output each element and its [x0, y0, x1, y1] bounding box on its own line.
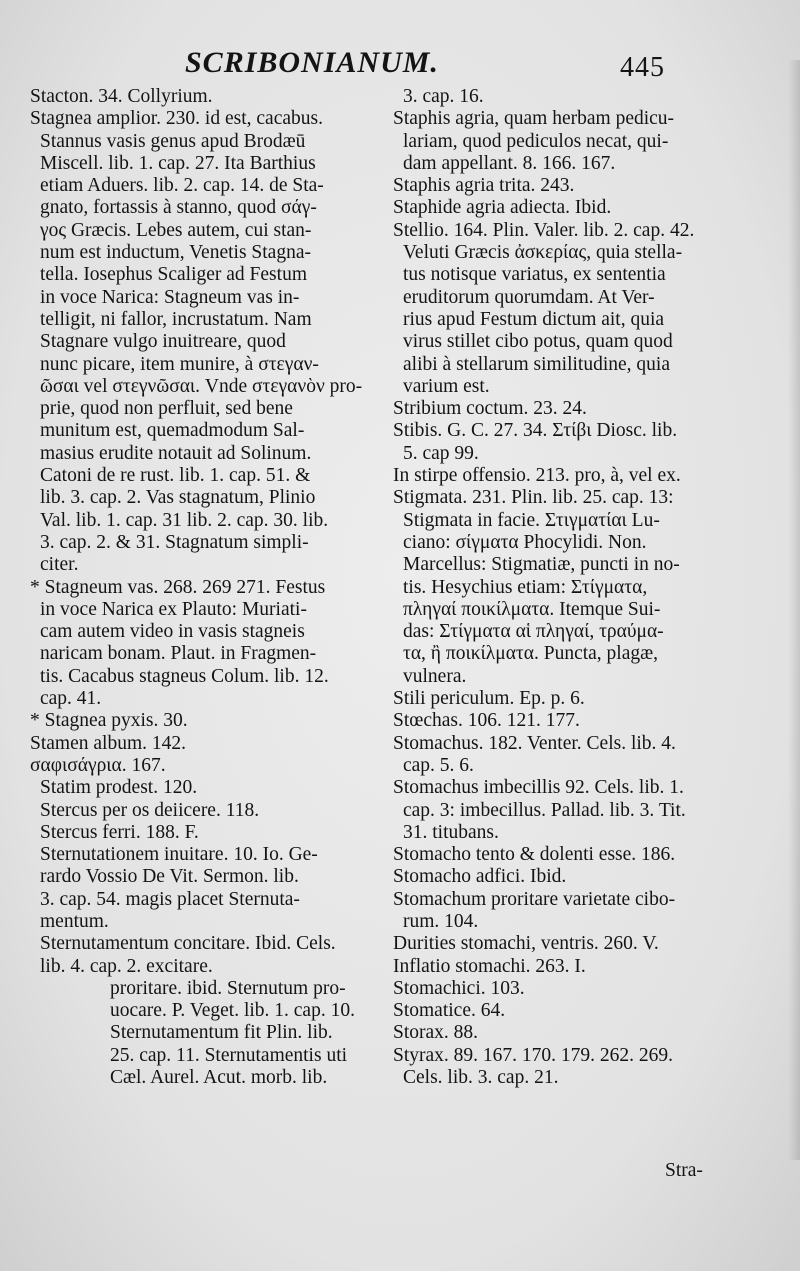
index-entry: Stili periculum. Ep. p. 6. [393, 688, 585, 710]
index-entry: Sternutamentum concitare. Ibid. Cels. [40, 933, 336, 955]
index-entry-cont: cap. 3: imbecillus. Pallad. lib. 3. Tit. [403, 799, 686, 821]
index-entry: Stagnea amplior. 230. id est, cacabus. [30, 108, 323, 130]
index-entry-cont: cam autem video in vasis stagneis [40, 621, 305, 643]
index-entry: Stomachus imbecillis 92. Cels. lib. 1. [393, 777, 684, 799]
index-entry-cont: Miscell. lib. 1. cap. 27. Ita Barthius [40, 152, 316, 174]
index-entry-cont: Marcellus: Stigmatiæ, puncti in no- [403, 554, 680, 576]
index-entry-cont: telligit, ni fallor, incrustatum. Nam [40, 308, 312, 330]
index-entry: Inflatio stomachi. 263. I. [393, 955, 586, 977]
index-entry: Stribium coctum. 23. 24. [393, 398, 587, 420]
index-entry-cont: ciano: σίγματα Phocylidi. Non. [403, 531, 647, 553]
index-entry: Stomachus. 182. Venter. Cels. lib. 4. [393, 732, 676, 754]
index-entry-cont: Sternutamentum fit Plin. lib. [110, 1022, 333, 1044]
index-entry-cont: πληγαί ποικίλματα. Itemque Sui- [403, 598, 661, 620]
index-entry: In stirpe offensio. 213. pro, à, vel ex. [393, 465, 681, 487]
page-header [0, 38, 800, 88]
index-entry-cont: in voce Narica ex Plauto: Muriati- [40, 598, 307, 620]
right-column [393, 86, 773, 1089]
index-entry-cont: tus notisque variatus, ex sententia [403, 264, 666, 286]
index-entry-cont: virus stillet cibo potus, quam quod [403, 331, 673, 353]
index-entry: Styrax. 89. 167. 170. 179. 262. 269. [393, 1044, 674, 1066]
index-entry-cont: rum. 104. [403, 910, 479, 932]
index-entry-cont: 5. cap 99. [403, 442, 479, 464]
index-entry-cont: Cæl. Aurel. Acut. morb. lib. [110, 1067, 328, 1089]
index-entry-cont: munitum est, quemadmodum Sal- [40, 420, 305, 442]
index-entry: Sternutationem inuitare. 10. Io. Ge- [40, 844, 318, 866]
index-entry: Stomachici. 103. [393, 977, 525, 999]
index-entry-cont: 25. cap. 11. Sternutamentis uti [110, 1044, 348, 1066]
index-entry-cont: mentum. [40, 910, 109, 932]
running-title: SCRIBONIANUM. [185, 46, 439, 79]
index-entry: Stomachum proritare varietate cibo- [393, 888, 676, 910]
page-edge-shadow [788, 60, 800, 1160]
index-entry: Stœchas. 106. 121. 177. [393, 710, 580, 732]
index-entry-cont: rardo Vossio De Vit. Sermon. lib. [40, 866, 299, 888]
index-entry: Staphis agria trita. 243. [393, 175, 575, 197]
index-entry-cont: cap. 5. 6. [403, 754, 474, 776]
index-entry-cont: naricam bonam. Plaut. in Fragmen- [40, 643, 317, 665]
index-entry-cont: lariam, quod pediculos necat, qui- [403, 130, 669, 152]
index-entry-cont: Stannus vasis genus apud Brodæū [40, 130, 306, 152]
index-entry-cont: ῶσαι vel στεγνῶσαι. Vnde στεγανὸν pro- [40, 375, 363, 397]
index-entry-cont: 3. cap. 2. & 31. Stagnatum simpli- [40, 531, 309, 553]
index-entry: Stomacho adfici. Ibid. [393, 866, 567, 888]
index-entry-cont: masius erudite notauit ad Solinum. [40, 442, 312, 464]
index-entry-cont: Veluti Græcis ἀσκερίας, quia stella- [403, 242, 683, 264]
index-entry: Stibis. G. C. 27. 34. Στίβι Diosc. lib. [393, 420, 678, 442]
index-entry-cont: dam appellant. 8. 166. 167. [403, 152, 616, 174]
index-entry-cont: prie, quod non perfluit, sed bene [40, 398, 293, 420]
index-entry-cont: num est inductum, Venetis Stagna- [40, 242, 311, 264]
index-entry-cont: cap. 41. [40, 688, 102, 710]
index-entry-cont: etiam Aduers. lib. 2. cap. 14. de Sta- [40, 175, 324, 197]
index-entry-cont: das: Στίγματα αἱ πληγαί, τραύμα- [403, 621, 664, 643]
index-entry-cont: proritare. ibid. Sternutum pro- [110, 977, 346, 999]
index-entry-cont: varium est. [403, 375, 490, 397]
index-entry-cont: τα, ἢ ποικίλματα. Puncta, plagæ, [403, 643, 658, 665]
index-entry-cont: Stagnare vulgo inuitreare, quod [40, 331, 286, 353]
index-entry-cont: 31. titubans. [403, 821, 499, 843]
index-entry: Stacton. 34. Collyrium. [30, 86, 213, 107]
index-entry: Durities stomachi, ventris. 260. V. [393, 933, 659, 955]
index-entry-cont: in voce Narica: Stagneum vas in- [40, 286, 300, 308]
index-entry-cont: alibi à stellarum similitudine, quia [403, 353, 670, 375]
index-entry: Statim prodest. 120. [40, 777, 198, 799]
index-entry-cont: tis. Hesychius etiam: Στίγματα, [403, 576, 648, 598]
index-entry: Stellio. 164. Plin. Valer. lib. 2. cap. 42. [393, 219, 695, 241]
index-entry-cont: 3. cap. 16. [403, 86, 484, 107]
index-entry: Stomatice. 64. [393, 1000, 506, 1022]
index-entry-cont: tis. Cacabus stagneus Colum. lib. 12. [40, 665, 329, 687]
index-entry-cont: Catoni de re rust. lib. 1. cap. 51. & [40, 465, 311, 487]
index-entry-cont: γος Græcis. Lebes autem, cui stan- [40, 219, 312, 241]
index-entry-cont: 3. cap. 54. magis placet Sternuta- [40, 888, 300, 910]
index-entry-cont: Stigmata in facie. Στιγματίαι Lu- [403, 509, 660, 531]
index-entry-cont: uocare. P. Veget. lib. 1. cap. 10. [110, 1000, 355, 1022]
page-number: 445 [620, 52, 665, 83]
index-entry-cont: rius apud Festum dictum ait, quia [403, 308, 665, 330]
left-column [30, 86, 390, 1089]
index-entry-cont: lib. 4. cap. 2. excitare. [40, 955, 213, 977]
catchword: Stra- [665, 1160, 703, 1181]
index-entry: Stercus ferri. 188. F. [40, 821, 199, 843]
index-entry-cont: vulnera. [403, 665, 467, 687]
index-entry-cont: eruditorum quorumdam. At Ver- [403, 286, 655, 308]
index-entry: * Stagnea pyxis. 30. [30, 710, 188, 732]
index-entry-cont: nunc picare, item munire, à στεγαν- [40, 353, 319, 375]
index-entry: Stigmata. 231. Plin. lib. 25. cap. 13: [393, 487, 674, 509]
index-entry: Staphide agria adiecta. Ibid. [393, 197, 612, 219]
index-entry-cont: Cels. lib. 3. cap. 21. [403, 1067, 559, 1089]
index-entry: Storax. 88. [393, 1022, 479, 1044]
index-entry: σαφισάγρια. 167. [30, 754, 166, 776]
index-entry: * Stagneum vas. 268. 269 271. Festus [30, 576, 326, 598]
index-entry-cont: lib. 3. cap. 2. Vas stagnatum, Plinio [40, 487, 316, 509]
index-entry: Stercus per os deiicere. 118. [40, 799, 260, 821]
index-entry-cont: gnato, fortassis à stanno, quod σάγ- [40, 197, 317, 219]
index-entry: Stamen album. 142. [30, 732, 186, 754]
index-entry-cont: citer. [40, 554, 79, 576]
index-entry-cont: tella. Iosephus Scaliger ad Festum [40, 264, 307, 286]
index-entry: Stomacho tento & dolenti esse. 186. [393, 844, 676, 866]
index-entry: Staphis agria, quam herbam pedicu- [393, 108, 675, 130]
index-entry-cont: Val. lib. 1. cap. 31 lib. 2. cap. 30. lib. [40, 509, 329, 531]
